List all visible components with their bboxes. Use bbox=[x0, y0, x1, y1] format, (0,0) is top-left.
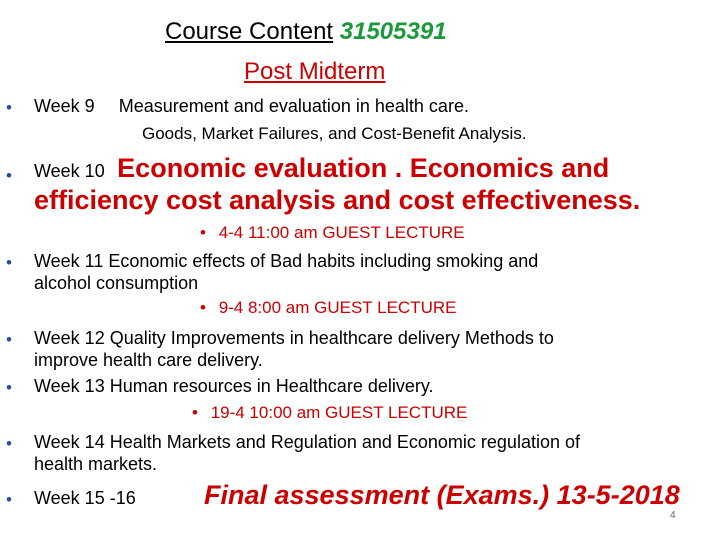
week9-label: Week 9 bbox=[34, 96, 95, 116]
guest-lecture-1 bbox=[200, 223, 465, 243]
week9-continuation: Goods, Market Failures, and Cost-Benefit Analysis. bbox=[142, 124, 527, 143]
week12-line1: Week 12 Quality Improvements in healthcare delivery Methods to bbox=[34, 328, 554, 348]
week10-continuation: efficiency cost analysis and cost effectiveness. bbox=[34, 185, 641, 215]
bullet-icon: • bbox=[6, 166, 12, 185]
bullet-icon: • bbox=[6, 330, 12, 349]
bullet-icon: • bbox=[6, 253, 12, 272]
page-number: 4 bbox=[670, 510, 676, 521]
bullet-icon: • bbox=[6, 378, 12, 397]
week11-line1: Week 11 Economic effects of Bad habits including smoking and bbox=[34, 251, 539, 271]
week12-line2: improve health care delivery. bbox=[34, 350, 263, 370]
week9-item bbox=[34, 96, 469, 117]
page-title bbox=[165, 18, 447, 46]
week9-text: Measurement and evaluation in health care. bbox=[118, 96, 469, 116]
week13-line1: Week 13 Human resources in Healthcare delivery. bbox=[34, 376, 434, 396]
final-assessment: Final assessment (Exams.) 13-5-2018 bbox=[204, 480, 680, 510]
week14-line2: health markets. bbox=[34, 454, 158, 474]
page-subtitle: Post Midterm bbox=[244, 58, 386, 85]
guest-lecture-2-text: 9-4 8:00 am GUEST LECTURE bbox=[218, 298, 457, 317]
week10-label: Week 10 bbox=[34, 161, 105, 181]
week10-text: Economic evaluation . Economics and bbox=[117, 153, 610, 183]
bullet-icon: • bbox=[6, 490, 12, 509]
title-label: Course Content bbox=[165, 18, 334, 45]
bullet-icon: • bbox=[6, 434, 12, 453]
bullet-icon: • bbox=[192, 403, 198, 422]
bullet-icon: • bbox=[200, 223, 206, 242]
bullet-icon: • bbox=[6, 98, 12, 117]
guest-lecture-3-text: 19-4 10:00 am GUEST LECTURE bbox=[210, 403, 468, 422]
guest-lecture-2 bbox=[200, 298, 456, 318]
guest-lecture-1-text: 4-4 11:00 am GUEST LECTURE bbox=[218, 223, 465, 242]
week10-item bbox=[34, 153, 609, 184]
week15-label: Week 15 -16 bbox=[34, 488, 136, 508]
guest-lecture-3 bbox=[192, 403, 467, 423]
bullet-icon: • bbox=[200, 298, 206, 317]
course-code: 31505391 bbox=[339, 18, 447, 45]
week14-line1: Week 14 Health Markets and Regulation and Economic regulation of bbox=[34, 432, 580, 452]
week11-line2: alcohol consumption bbox=[34, 273, 199, 293]
